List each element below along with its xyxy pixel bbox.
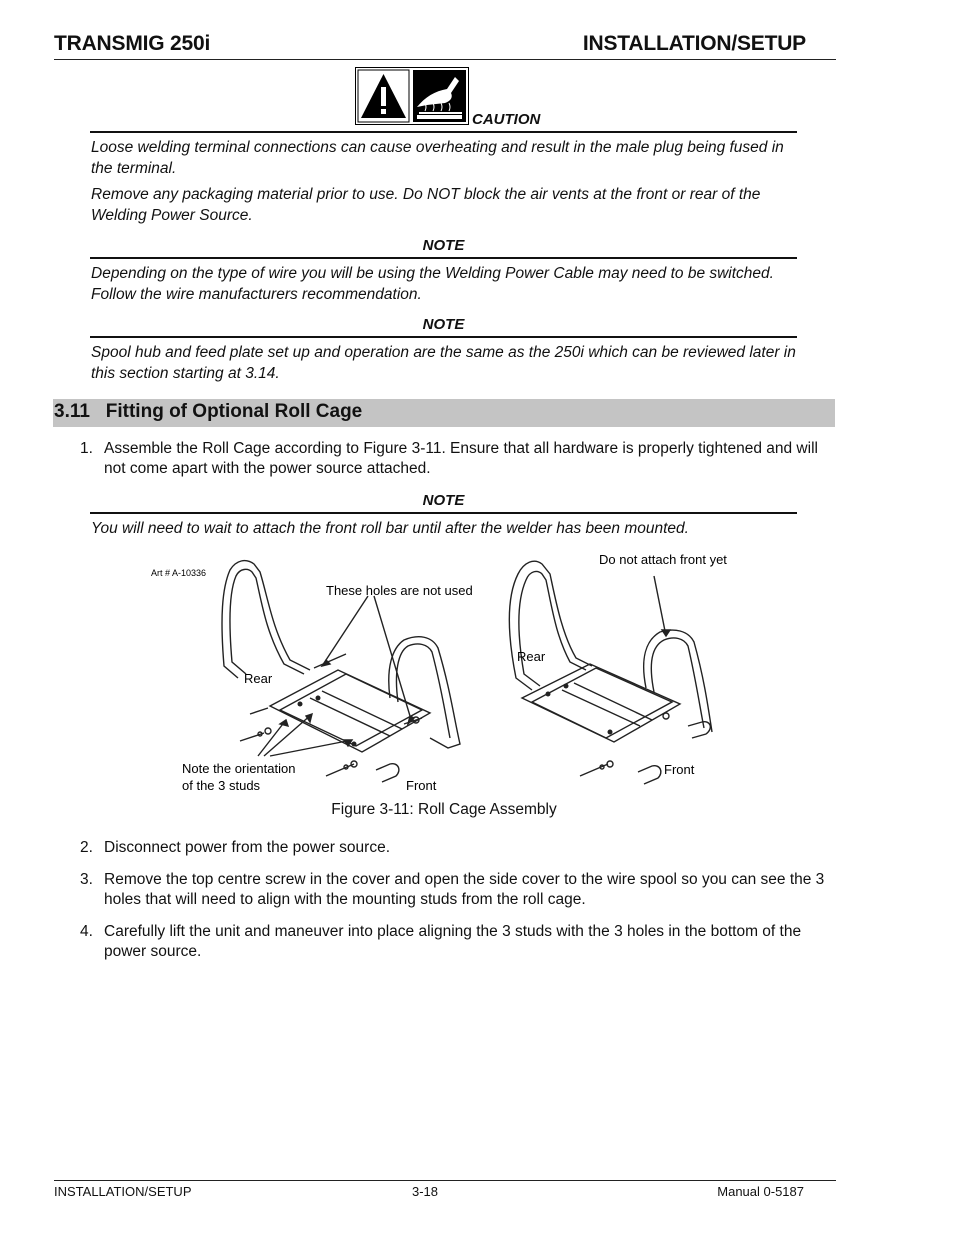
caution-paragraph-1: Loose welding terminal connections can cause overheating and result in the male plug being fused in the terminal. [91,139,784,177]
roll-cage-figure [140,548,840,798]
note-text: Spool hub and feed plate set up and operation are the same as the 250i which can be reviewed later in this section starting at 3.14. [91,344,796,382]
step-text: Assemble the Roll Cage according to Figure 3-11. Ensure that all hardware is properly tightened and will not come apart with the power source attached. [104,440,818,477]
header-product-title: TRANSMIG 250i [54,32,211,55]
caution-icons [355,67,469,125]
label-holes-not-used: These holes are not used [326,583,473,598]
label-front-right: Front [664,762,695,777]
label-do-not-attach: Do not attach front yet [599,552,727,567]
label-rear-left: Rear [244,671,273,686]
note-label: NOTE [422,316,465,333]
footer-page-number: 3-18 [412,1184,439,1199]
label-front-left: Front [406,778,437,793]
step-number: 3. [80,871,93,888]
art-number: Art # A-10336 [151,568,207,578]
step-text: Disconnect power from the power source. [104,839,391,856]
note-label: NOTE [422,492,465,509]
figure-caption: Figure 3-11: Roll Cage Assembly [331,801,557,818]
warning-triangle-icon [358,70,409,122]
caution-label: CAUTION [472,111,541,128]
section-heading-bar [53,399,835,427]
caution-paragraph-2: Remove any packaging material prior to use. Do NOT block the air vents at the front or rear of the Welding Power Source. [91,186,761,224]
step-text: Remove the top centre screw in the cover and open the side cover to the wire spool so you can see the 3 holes that will need to align with the mounting studs from the roll cage. [104,871,825,908]
label-studs-line-2: of the 3 studs [182,778,261,793]
note-rule [90,512,797,514]
hot-surface-hand-icon [413,70,466,122]
label-studs-line-1: Note the orientation [182,761,296,776]
step-text: Carefully lift the unit and maneuver into place aligning the 3 studs with the 3 holes in the bottom of the power source. [104,923,802,960]
header-section-title: INSTALLATION/SETUP [582,32,806,55]
step-number: 2. [80,839,93,856]
step-number: 1. [80,440,93,457]
caution-rule [90,131,797,133]
header-rule [54,59,836,60]
footer-manual-number: Manual 0-5187 [717,1184,804,1199]
note-rule [90,336,797,338]
step-number: 4. [80,923,93,940]
note-rule [90,257,797,259]
footer-rule [54,1180,836,1181]
note-text: Depending on the type of wire you will be using the Welding Power Cable may need to be switched. Follow the wire manufacturers recommendation. [91,265,774,303]
section-title: 3.11 Fitting of Optional Roll Cage [54,401,363,422]
note-label: NOTE [422,237,465,254]
note-text: You will need to wait to attach the front roll bar until after the welder has been mounted. [91,520,689,537]
footer-section: INSTALLATION/SETUP [54,1184,192,1199]
label-rear-right: Rear [517,649,546,664]
